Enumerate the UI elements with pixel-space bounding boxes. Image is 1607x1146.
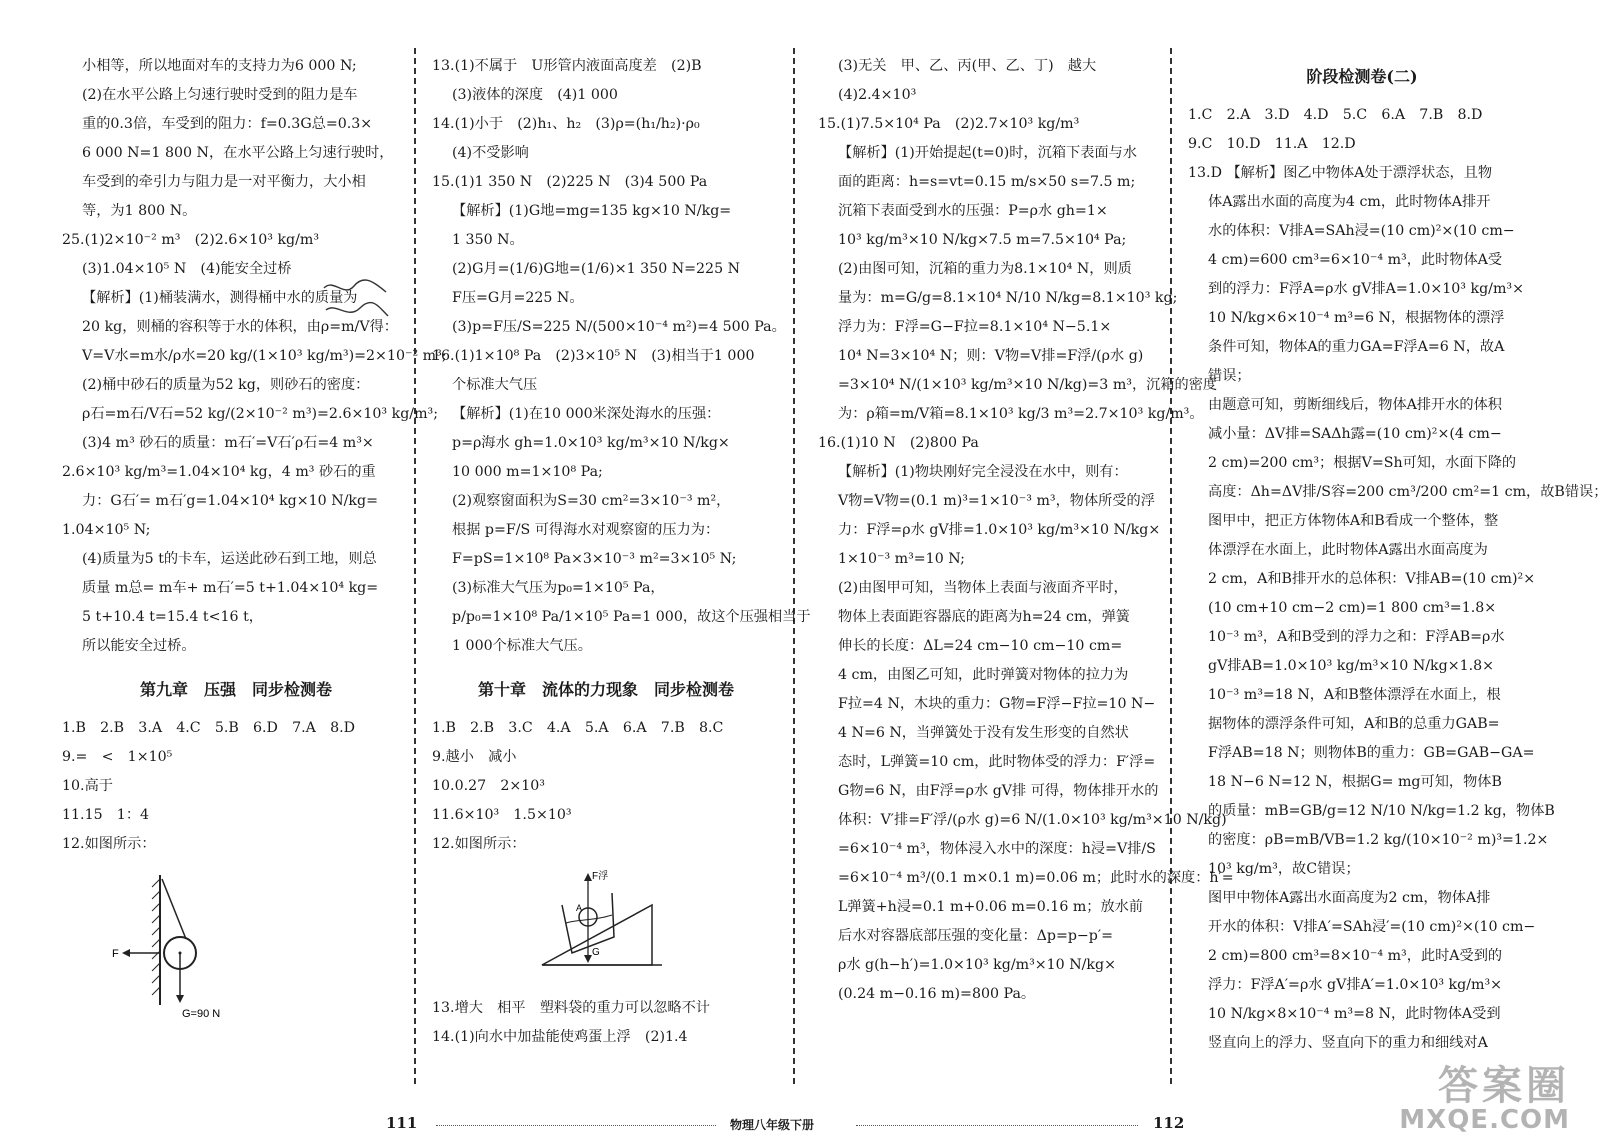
text-line: 1.B 2.B 3.A 4.C 5.B 6.D 7.A 8.D [62, 720, 355, 736]
text-line: 10.高于 [62, 778, 113, 794]
text-line: 量为：m=G/g=8.1×10⁴ N/10 N/kg=8.1×10³ kg; [838, 290, 1178, 306]
text-line: (2)由图甲可知，当物体上表面与液面齐平时， [838, 580, 1128, 596]
text-line: (4)不受影响 [452, 145, 529, 161]
text-line: L弹簧+h浸=0.1 m+0.06 m=0.16 m；放水前 [838, 899, 1144, 915]
column-divider [1170, 48, 1172, 1084]
text-line: p/p₀=1×10⁸ Pa/1×10⁵ Pa=1 000，故这个压强相当于 [452, 609, 811, 625]
text-line: F=pS=1×10⁸ Pa×3×10⁻³ m²=3×10⁵ N; [452, 551, 737, 567]
text-line: (10 cm+10 cm−2 cm)=1 800 cm³=1.8× [1208, 600, 1497, 616]
text-line: 错误； [1208, 368, 1251, 384]
text-line: 由题意可知，剪断细线后，物体A排开水的体积 [1208, 397, 1502, 413]
text-line: 【解析】(1)G地=mg=135 kg×10 N/kg= [452, 203, 732, 219]
text-line: =6×10⁻⁴ m³，物体浸入水中的深度：h浸=V排/S [838, 841, 1156, 857]
text-line: 12.如图所示： [62, 836, 156, 852]
text-line: 15.(1)1 350 N (2)225 N (3)4 500 Pa [432, 174, 708, 190]
text-line: 10⁻³ m³=18 N，A和B整体漂浮在水面上，根 [1208, 687, 1501, 703]
wall-ball-figure [62, 865, 410, 1036]
text-line: (2)由图可知，沉箱的重力为8.1×10⁴ N，则质 [838, 261, 1132, 277]
column-4 [1188, 52, 1607, 1058]
text-line: F浮AB=18 N；则物体B的重力：GB=GAB−GA= [1208, 745, 1535, 761]
text-line: 2 cm)=800 cm³=8×10⁻⁴ m³，此时A受到的 [1208, 948, 1503, 964]
text-line: gV排AB=1.0×10³ kg/m³×10 N/kg×1.8× [1208, 658, 1495, 674]
text-line: 1.04×10⁵ N; [62, 522, 151, 538]
text-line: 9.越小 减小 [432, 749, 517, 765]
footer-dotted-rule [436, 1125, 716, 1126]
answer-block [432, 994, 780, 1052]
text-line: 10⁻³ m³，A和B受到的浮力之和：F浮AB=ρ水 [1208, 629, 1505, 645]
text-line: 据物体的漂浮条件可知，A和B的总重力GAB= [1208, 716, 1500, 732]
text-line: 10³ kg/m³×10 N/kg×7.5 m=7.5×10⁴ Pa; [838, 232, 1127, 248]
text-line: 体漂浮在水面上，此时物体A露出水面高度为 [1208, 542, 1488, 558]
text-line: 体A露出水面的高度为4 cm，此时物体A排开 [1208, 194, 1491, 210]
text-line: 的密度：ρB=mB/VB=1.2 kg/(10×10⁻² m)³=1.2× [1208, 832, 1549, 848]
text-line: V=V水=m水/ρ水=20 kg/(1×10³ kg/m³)=2×10⁻² m³; [82, 348, 447, 364]
text-line: 1 350 N。 [452, 232, 524, 248]
text-line: 伸长的长度：ΔL=24 cm−10 cm−10 cm= [838, 638, 1123, 654]
text-line: 1.C 2.A 3.D 4.D 5.C 6.A 7.B 8.D [1188, 107, 1483, 123]
watermark-url: MXQE.COM [1399, 1105, 1570, 1135]
text-line: (2)桶中砂石的质量为52 kg，则砂石的密度： [82, 377, 370, 393]
text-line: 等，为1 800 N。 [82, 203, 197, 219]
text-line: 质量 m总= m车+ m石′=5 t+1.04×10⁴ kg= [82, 580, 379, 596]
text-line: 12.如图所示： [432, 836, 526, 852]
text-line: 图甲中，把正方体物体A和B看成一个整体，整 [1208, 513, 1499, 529]
text-line: 的质量：mB=GB/g=12 N/10 N/kg=1.2 kg，物体B [1208, 803, 1555, 819]
page-number-right: 112 [1153, 1114, 1185, 1132]
text-line: 11.6×10³ 1.5×10³ [432, 807, 572, 823]
book-title: 物理八年级下册 [730, 1118, 815, 1132]
text-line: (3)1.04×10⁵ N (4)能安全过桥 [82, 261, 292, 277]
text-line: 浮力：F浮A′=ρ水 gV排A′=1.0×10³ kg/m³× [1208, 977, 1503, 993]
text-line: 【解析】(1)开始提起(t=0)时，沉箱下表面与水 [838, 145, 1137, 161]
text-line: 10.0.27 2×10³ [432, 778, 545, 794]
footer-dotted-rule [856, 1125, 1138, 1126]
text-line: (2)G月=(1/6)G地=(1/6)×1 350 N=225 N [452, 261, 741, 277]
text-line: (2)在水平公路上匀速行驶时受到的阻力是车 [82, 87, 358, 103]
text-line: 减小量：ΔV排=SAΔh露=(10 cm)²×(4 cm− [1208, 426, 1502, 442]
text-line: 【解析】(1)桶装满水，测得桶中水的质量为 [82, 290, 358, 306]
column-2 [432, 52, 811, 1052]
answer-block [432, 52, 811, 661]
text-line: 高度：Δh=ΔV排/S容=200 cm³/200 cm²=1 cm，故B错误； [1208, 484, 1607, 500]
text-line: ρ水 g(h−h′)=1.0×10³ kg/m³×10 N/kg× [838, 957, 1116, 973]
text-line: =6×10⁻⁴ m³/(0.1 m×0.1 m)=0.06 m；此时水的深度：h′= [838, 870, 1234, 886]
object-label: A [576, 903, 583, 913]
text-line: 沉箱下表面受到水的压强：P=ρ水 gh=1× [838, 203, 1108, 219]
text-line: 2 cm)=200 cm³；根据V=Sh可知，水面下降的 [1208, 455, 1517, 471]
text-line: 5 t+10.4 t=15.4 t<16 t， [82, 609, 263, 625]
column-1 [62, 52, 447, 1044]
handwriting-scribble [320, 276, 392, 336]
text-line: 力：G石′= m石′g=1.04×10⁴ kg×10 N/kg= [82, 493, 378, 509]
text-line: (3)p=F压/S=225 N/(500×10⁻⁴ m²)=4 500 Pa。 [452, 319, 786, 335]
text-line: 根据 p=F/S 可得海水对观察窗的压力为： [452, 522, 720, 538]
text-line: 2.6×10³ kg/m³=1.04×10⁴ kg，4 m³ 砂石的重 [62, 464, 376, 480]
section-heading: 第九章 压强 同步检测卷 [139, 680, 332, 699]
text-line: 开水的体积：V排A′=SAh浸′=(10 cm)²×(10 cm− [1208, 919, 1536, 935]
text-line: p=ρ海水 gh=1.0×10³ kg/m³×10 N/kg× [452, 435, 730, 451]
text-line: 13.增大 相平 塑料袋的重力可以忽略不计 [432, 1000, 710, 1016]
answer-block [432, 714, 780, 859]
text-line: 10⁴ N=3×10⁴ N；则：V物=V排=F浮/(ρ水 g) [838, 348, 1144, 364]
gravity-label: G [592, 947, 600, 958]
text-line: 小相等，所以地面对车的支持力为6 000 N; [82, 58, 357, 74]
text-line: 2 cm，A和B排开水的总体积：V排AB=(10 cm)²× [1208, 571, 1536, 587]
text-line: 图甲中物体A露出水面高度为2 cm，物体A排 [1208, 890, 1491, 906]
text-line: 9.C 10.D 11.A 12.D [1188, 136, 1356, 152]
text-line: 力：F浮=ρ水 gV排=1.0×10³ kg/m³×10 N/kg× [838, 522, 1161, 538]
text-line: (3)液体的深度 (4)1 000 [452, 87, 618, 103]
buoyancy-label: F浮 [592, 871, 609, 882]
text-line: 1.B 2.B 3.C 4.A 5.A 6.A 7.B 8.C [432, 720, 724, 736]
text-line: (4)2.4×10³ [838, 87, 917, 103]
text-line: 4 N=6 N，当弹簧处于没有发生形变的自然状 [838, 725, 1129, 741]
text-line: 重的0.3倍，车受到的阻力：f=0.3G总=0.3× [82, 116, 373, 132]
answer-block [62, 714, 410, 859]
text-line: 15.(1)7.5×10⁴ Pa (2)2.7×10³ kg/m³ [818, 116, 1080, 132]
text-line: 条件可知，物体A的重力GA=F浮A=6 N，故A [1208, 339, 1505, 355]
column-divider [414, 48, 416, 1084]
text-line: 6 000 N=1 800 N，在水平公路上匀速行驶时， [82, 145, 394, 161]
site-watermark [1399, 1063, 1570, 1135]
text-line: V物=V物=(0.1 m)³=1×10⁻³ m³，物体所受的浮 [838, 493, 1155, 509]
text-line: (0.24 m−0.16 m)=800 Pa。 [838, 986, 1036, 1002]
text-line: 态时，L弹簧=10 cm，此时物体受的浮力：F′浮= [838, 754, 1156, 770]
text-line: 个标准大气压 [452, 377, 538, 393]
section-heading: 第十章 流体的力现象 同步检测卷 [477, 680, 734, 699]
text-line: 水的体积：V排A=SAh浸=(10 cm)²×(10 cm− [1208, 223, 1515, 239]
text-line: 到的浮力：F浮A=ρ水 gV排A=1.0×10³ kg/m³× [1208, 281, 1524, 297]
text-line: 4 cm)=600 cm³=6×10⁻⁴ m³，此时物体A受 [1208, 252, 1503, 268]
text-line: 体积：V′排=F′浮/(ρ水 g)=6 N/(1.0×10³ kg/m³×10 N/kg) [838, 812, 1227, 828]
force-label: F [112, 948, 119, 960]
page-number-left: 111 [386, 1114, 418, 1132]
text-line: 1 000个标准大气压。 [452, 638, 592, 654]
text-line: 4 cm，由图乙可知，此时弹簧对物体的拉力为 [838, 667, 1129, 683]
section-heading: 阶段检测卷(二) [1306, 67, 1418, 86]
text-line: 为：ρ箱=m/V箱=8.1×10³ kg/3 m³=2.7×10³ kg/m³。 [838, 406, 1204, 422]
text-line: 14.(1)向水中加盐能使鸡蛋上浮 (2)1.4 [432, 1029, 688, 1045]
text-line: 1×10⁻³ m³=10 N; [838, 551, 965, 567]
text-line: 9.= < 1×10⁵ [62, 749, 173, 765]
text-line: F压=G月=225 N。 [452, 290, 584, 306]
text-line: F拉=4 N，木块的重力：G物=F浮−F拉=10 N− [838, 696, 1156, 712]
text-line: 13.D 【解析】图乙中物体A处于漂浮状态，且物 [1188, 165, 1493, 181]
page-footer [0, 1110, 1600, 1140]
text-line: 20 kg，则桶的容积等于水的体积，由ρ=m/V得： [82, 319, 398, 335]
text-line: 10 000 m=1×10⁸ Pa; [452, 464, 603, 480]
text-line: 10³ kg/m³，故C错误； [1208, 861, 1360, 877]
text-line: 10 N/kg×6×10⁻⁴ m³=6 N，根据物体的漂浮 [1208, 310, 1505, 326]
text-line: 所以能安全过桥。 [82, 638, 196, 654]
text-line: 面的距离：h=s=vt=0.15 m/s×50 s=7.5 m; [838, 174, 1136, 190]
column-divider [793, 48, 795, 1084]
text-line: 18 N−6 N=12 N，根据G= mg可知，物体B [1208, 774, 1502, 790]
text-line: (3)无关 甲、乙、丙(甲、乙、丁) 越大 [838, 58, 1097, 74]
text-line: 11.15 1：4 [62, 807, 150, 823]
text-line: 16.(1)1×10⁸ Pa (2)3×10⁵ N (3)相当于1 000 [432, 348, 755, 364]
text-line: 浮力为：F浮=G−F拉=8.1×10⁴ N−5.1× [838, 319, 1112, 335]
text-line: 【解析】(1)物块刚好完全浸没在水中，则有： [838, 464, 1128, 480]
answer-block [62, 52, 410, 226]
text-line: 竖直向上的浮力、竖直向下的重力和细线对A [1208, 1035, 1488, 1051]
text-line: 后水对容器底部压强的变化量：Δp=p−p′= [838, 928, 1114, 944]
text-line: =3×10⁴ N/(1×10³ kg/m³×10 N/kg)=3 m³，沉箱的密度 [838, 377, 1218, 393]
text-line: G物=6 N，由F浮=ρ水 gV排 可得，物体排开水的 [838, 783, 1159, 799]
incline-float-figure [432, 865, 780, 986]
text-line: ρ石=m石/V石=52 kg/(2×10⁻² m³)=2.6×10³ kg/m³; [82, 406, 439, 422]
text-line: 16.(1)10 N (2)800 Pa [818, 435, 979, 451]
answer-block [1188, 101, 1607, 1058]
weight-label: G=90 N [182, 1008, 221, 1020]
text-line: 25.(1)2×10⁻² m³ (2)2.6×10³ kg/m³ [62, 232, 320, 248]
text-line: (3)标准大气压为p₀=1×10⁵ Pa， [452, 580, 665, 596]
text-line: 车受到的牵引力与阻力是一对平衡力，大小相 [82, 174, 366, 190]
text-line: (4)质量为5 t的卡车，运送此砂石到工地，则总 [82, 551, 377, 567]
text-line: (3)4 m³ 砂石的质量：m石′=V石′ρ石=4 m³× [82, 435, 374, 451]
text-line: 14.(1)小于 (2)h₁、h₂ (3)ρ=(h₁/h₂)·ρ₀ [432, 116, 700, 132]
text-line: 10 N/kg×8×10⁻⁴ m³=8 N，此时物体A受到 [1208, 1006, 1501, 1022]
watermark-logo-text: 答案圈 [1438, 1063, 1570, 1109]
text-line: 【解析】(1)在10 000米深处海水的压强： [452, 406, 721, 422]
text-line: (2)观察窗面积为S=30 cm²=3×10⁻³ m²， [452, 493, 731, 509]
text-line: 物体上表面距容器底的距离为h=24 cm，弹簧 [838, 609, 1130, 625]
text-line: 13.(1)不属于 U形管内液面高度差 (2)B [432, 58, 702, 74]
